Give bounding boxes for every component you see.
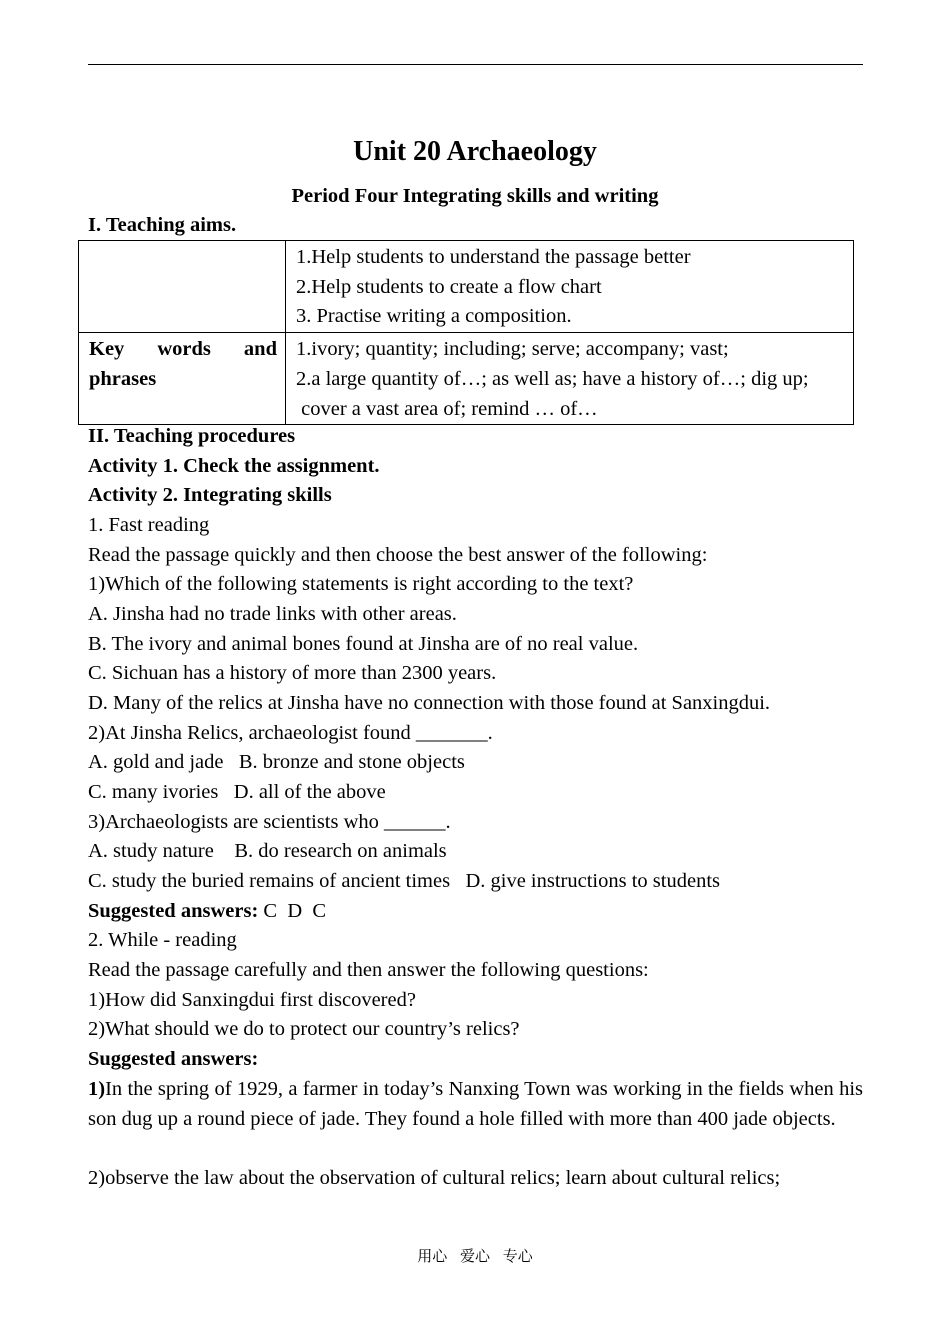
question-1-option-a: A. Jinsha had no trade links with other areas. <box>88 603 457 625</box>
while-reading-instruction: Read the passage carefully and then answer the following questions: <box>88 959 649 981</box>
teaching-aims-table <box>78 240 854 425</box>
question-1-option-b: B. The ivory and animal bones found at Jinsha are of no real value. <box>88 633 639 655</box>
question-2-options-ab: A. gold and jade B. bronze and stone objects <box>88 751 465 773</box>
question-3: 3)Archaeologists are scientists who ______. <box>88 811 451 833</box>
page-footer: 用心 爱心 专心 <box>417 1247 533 1265</box>
table-row <box>79 241 854 333</box>
phrases-label: phrases <box>89 367 157 390</box>
answer-1-number: 1) <box>88 1078 106 1100</box>
key-words-line: cover a vast area of; remind … of… <box>296 397 598 420</box>
aims-line: 2.Help students to create a flow chart <box>296 275 602 298</box>
while-reading-question-2: 2)What should we do to protect our country’s relics? <box>88 1018 520 1040</box>
while-reading-question-1: 1)How did Sanxingdui first discovered? <box>88 989 416 1011</box>
activity-2-heading: Activity 2. Integrating skills <box>88 484 332 506</box>
fast-reading-heading: 1. Fast reading <box>88 514 210 536</box>
answer-1-paragraph <box>88 1075 863 1134</box>
key-words-label: Key words and <box>89 338 277 361</box>
key-words-content-cell <box>286 333 854 425</box>
key-words-line: 2.a large quantity of…; as well as; have a history of…; dig up; <box>296 367 809 390</box>
section-heading-teaching-aims: I. Teaching aims. <box>88 214 237 236</box>
question-2: 2)At Jinsha Relics, archaeologist found _______. <box>88 722 493 744</box>
question-1: 1)Which of the following statements is right according to the text? <box>88 573 634 595</box>
key-words-label-cell <box>79 333 286 425</box>
aims-label-cell <box>79 241 286 333</box>
table-row <box>79 333 854 425</box>
answers-label: Suggested answers: <box>88 900 259 922</box>
answer-2: 2)observe the law about the observation of cultural relics; learn about cultural relics; <box>88 1167 781 1189</box>
aims-line: 3. Practise writing a composition. <box>296 305 572 328</box>
question-3-options-ab: A. study nature B. do research on animals <box>88 840 447 862</box>
question-1-option-c: C. Sichuan has a history of more than 2300 years. <box>88 662 497 684</box>
answer-1-text: In the spring of 1929, a farmer in today’s Nanxing Town was working in the fields when his son dug up a round piece of jade. They found a hole filled with more than 400 jade objects. <box>88 1078 863 1130</box>
answers-value: C D C <box>258 900 327 922</box>
section-heading-procedures: II. Teaching procedures <box>88 425 296 447</box>
fast-reading-answers <box>88 897 326 927</box>
question-1-option-d: D. Many of the relics at Jinsha have no connection with those found at Sanxingdui. <box>88 692 771 714</box>
aims-line: 1.Help students to understand the passage better <box>296 246 691 268</box>
activity-1-heading: Activity 1. Check the assignment. <box>88 455 380 477</box>
page-subtitle: Period Four Integrating skills and writing <box>291 185 659 207</box>
question-2-options-cd: C. many ivories D. all of the above <box>88 781 386 803</box>
while-reading-heading: 2. While - reading <box>88 929 237 951</box>
page-title: Unit 20 Archaeology <box>353 136 597 167</box>
question-3-options-cd: C. study the buried remains of ancient times D. give instructions to students <box>88 870 720 892</box>
key-words-line: 1.ivory; quantity; including; serve; accompany; vast; <box>296 338 729 361</box>
header-rule <box>88 64 863 65</box>
aims-content-cell <box>286 241 854 333</box>
while-reading-answers-label: Suggested answers: <box>88 1048 259 1070</box>
fast-reading-instruction: Read the passage quickly and then choose the best answer of the following: <box>88 544 708 566</box>
